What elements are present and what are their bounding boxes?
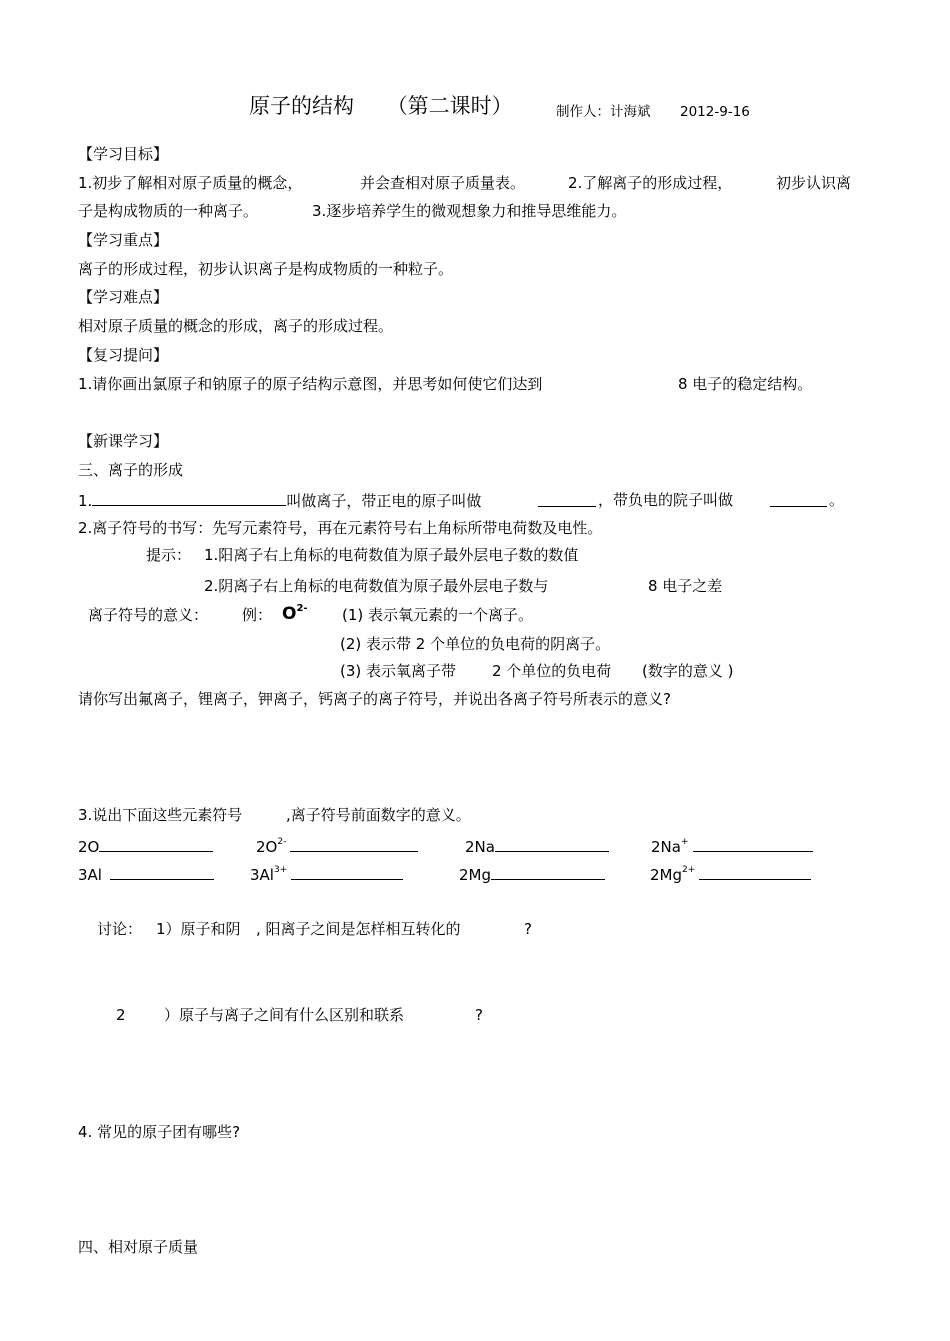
- question-3: 3.说出下面这些元素符号: [78, 806, 243, 824]
- difficulties-text: 相对原子质量的概念的形成，离子的形成过程。: [78, 317, 394, 335]
- answer-blank[interactable]: [495, 836, 609, 852]
- objective-text: 3.逐步培养学生的微观想象力和推导思维能力。: [312, 202, 627, 220]
- example-symbol: O: [282, 604, 297, 624]
- discuss-label: 讨论：: [97, 920, 143, 938]
- q1-text-a: 叫做离子，带正电的原子叫做: [286, 492, 482, 510]
- answer-blank[interactable]: [290, 836, 418, 852]
- review-text: 1.请你画出氯原子和钠原子的原子结构示意图，并思考如何使它们达到: [78, 375, 543, 393]
- hint-1: 1.阳离子右上角标的电荷数值为原子最外层电子数的数值: [204, 546, 579, 564]
- discuss-2-q: ?: [475, 1006, 483, 1024]
- objective-text: 1.初步了解相对原子质量的概念，: [78, 174, 303, 192]
- title-subtitle: （第二课时）: [386, 94, 513, 118]
- question-3-b: ,离子符号前面数字的意义。: [286, 806, 471, 824]
- difficulties-heading: 【学习难点】: [78, 288, 169, 306]
- write-prompt: 请你写出氟离子，锂离子，钾离子，钙离子的离子符号，并说出各离子符号所表示的意义?: [78, 690, 671, 708]
- answer-blank[interactable]: [291, 864, 403, 880]
- question-1: [78, 490, 481, 511]
- hint-2-end: 8 电子之差: [648, 577, 723, 595]
- date-label: 2012-9-16: [680, 104, 750, 120]
- meaning-label: 离子符号的意义：: [88, 606, 209, 624]
- hint-label: 提示：: [146, 546, 192, 564]
- question-2: 2.离子符号的书写：先写元素符号，再在元素符号右上角标所带电荷数及电性。: [78, 519, 603, 537]
- hint-2: 2.阴离子右上角标的电荷数值为原子最外层电子数与: [204, 577, 549, 595]
- symbol-item: 2Mg: [459, 864, 605, 885]
- newlesson-heading: 【新课学习】: [78, 432, 169, 450]
- meaning-3-c: (数字的意义 ): [642, 662, 734, 680]
- discuss-1-b: , 阳离子之间是怎样相互转化的: [256, 920, 461, 938]
- keypoints-heading: 【学习重点】: [78, 231, 169, 249]
- q1-text-b: ，带负电的院子叫做: [598, 491, 734, 509]
- example-ion-symbol: [282, 604, 308, 624]
- symbol-item: $2Mg^{2+}$: [650, 864, 811, 885]
- meaning-3-b: 2 个单位的负电荷: [492, 662, 612, 680]
- review-text: 8 电子的稳定结构。: [678, 375, 813, 393]
- symbol-item: 2O: [78, 836, 213, 857]
- keypoints-text: 离子的形成过程，初步认识离子是构成物质的一种粒子。: [78, 260, 454, 278]
- answer-blank[interactable]: [110, 864, 214, 880]
- review-heading: 【复习提问】: [78, 346, 169, 364]
- meaning-1: (1) 表示氧元素的一个离子。: [342, 606, 534, 624]
- discuss-2: ）原子与离子之间有什么区别和联系: [164, 1006, 405, 1024]
- symbol-item: $3Al^{3+}$: [250, 864, 403, 885]
- objective-text: 子是构成物质的一种离子。: [78, 202, 259, 220]
- q1-end: 。: [829, 491, 845, 509]
- example-label: 例：: [242, 606, 273, 624]
- meaning-2: (2) 表示带 2 个单位的负电荷的阴离子。: [340, 635, 611, 653]
- meaning-3: (3) 表示氧离子带: [340, 662, 457, 680]
- author-label: 制作人：计海斌: [556, 104, 651, 120]
- q1-blank-3[interactable]: [770, 491, 827, 507]
- answer-blank[interactable]: [99, 836, 213, 852]
- symbol-item: $2O^{2-}$: [256, 836, 418, 857]
- objective-text: 2.了解离子的形成过程，: [568, 174, 733, 192]
- symbol-item: 3Al: [78, 864, 214, 885]
- example-charge: 2-: [296, 603, 308, 614]
- title-main: 原子的结构: [249, 94, 354, 118]
- section3-heading: 三、离子的形成: [78, 461, 184, 479]
- section4-heading: 四、相对原子质量: [78, 1238, 199, 1256]
- discuss-1: 1）原子和阴: [156, 920, 241, 938]
- discuss-2-num: 2: [116, 1006, 126, 1024]
- objective-text: 并会查相对原子质量表。: [360, 174, 526, 192]
- symbol-item: 2Na+: [651, 836, 813, 857]
- answer-blank[interactable]: [491, 864, 605, 880]
- objectives-heading: 【学习目标】: [78, 145, 169, 163]
- q1-blank-2[interactable]: [538, 491, 596, 507]
- q1-blank-1[interactable]: [92, 490, 286, 506]
- question-4: 4. 常见的原子团有哪些?: [78, 1123, 241, 1141]
- symbol-item: 2Na: [465, 836, 609, 857]
- answer-blank[interactable]: [699, 864, 811, 880]
- page-title: [249, 96, 513, 116]
- discuss-1-q: ?: [524, 920, 532, 938]
- q1-number: 1.: [78, 492, 93, 510]
- objective-text: 初步认识离: [776, 174, 852, 192]
- answer-blank[interactable]: [693, 836, 813, 852]
